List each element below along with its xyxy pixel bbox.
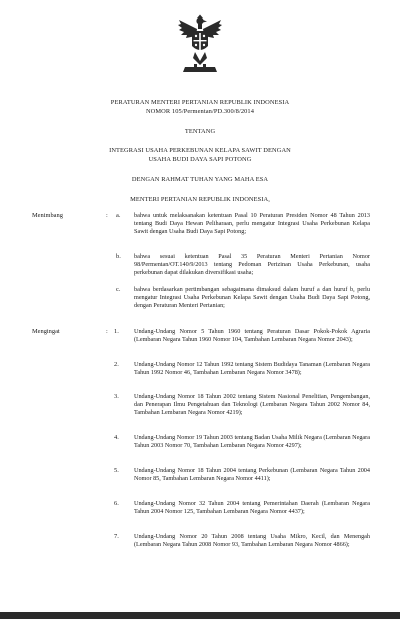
minister-line: MENTERI PERTANIAN REPUBLIK INDONESIA, xyxy=(130,196,270,203)
mengingat-item-5: Undang-Undang Nomor 18 Tahun 2004 tentang Perkebunan (Lembaran Negara Tahun 2004 Nomor 85, Tambahan Lembaran Negara Nomor 4411); xyxy=(134,467,370,483)
viewer-bottom-bar xyxy=(0,612,400,619)
subject-line-2: USAHA BUDI DAYA SAPI POTONG xyxy=(148,156,252,163)
menimbang-marker-b: b. xyxy=(116,253,121,260)
mengingat-item-2: Undang-Undang Nomor 12 Tahun 1992 tentang Sistem Budidaya Tanaman (Lembaran Negara Tahun 1992 Nomor 46, Tambahan Lembaran Negara Nomor 3478); xyxy=(134,361,370,377)
mengingat-marker-1: 1. xyxy=(114,328,119,335)
menimbang-marker-a: a. xyxy=(116,212,121,219)
mengingat-marker-3: 3. xyxy=(114,393,119,400)
mengingat-marker-4: 4. xyxy=(114,434,119,441)
menimbang-colon: : xyxy=(106,212,108,219)
menimbang-item-a: bahwa untuk melaksanakan ketentuan Pasal 10 Peraturan Presiden Nomor 48 Tahun 2013 tentang Budi Daya Hewan Peliharaan, perlu mengatur Integrasi Usaha Perkebunan Kelapa Sawit dengan Usaha Budi Daya Sapi Potong; xyxy=(134,212,370,236)
mengingat-item-1: Undang-Undang Nomor 5 Tahun 1960 tentang Peraturan Dasar Pokok-Pokok Agraria (Lembaran Negara Tahun 1960 Nomor 104, Tambahan Lembaran Negara Nomor 2043); xyxy=(134,328,370,344)
grace-line: DENGAN RAHMAT TUHAN YANG MAHA ESA xyxy=(131,176,269,183)
mengingat-marker-5: 5. xyxy=(114,467,119,474)
mengingat-colon: : xyxy=(106,328,108,335)
regulation-number: NOMOR 105/Permentan/PD.300/8/2014 xyxy=(145,108,255,115)
mengingat-item-4: Undang-Undang Nomor 19 Tahun 2003 tentang Badan Usaha Milik Negara (Lembaran Negara Tahun 2003 Nomor 70, Tambahan Lembaran Negara Nomor 4297); xyxy=(134,434,370,450)
regulation-title: PERATURAN MENTERI PERTANIAN REPUBLIK INDONESIA xyxy=(110,99,290,106)
mengingat-item-7: Undang-Undang Nomor 20 Tahun 2008 tentang Usaha Mikro, Kecil, dan Menengah (Lembaran Negara Tahun 2008 Nomor 93, Tambahan Lembaran Negara Nomor 4866); xyxy=(134,533,370,549)
about-label: TENTANG xyxy=(184,128,216,135)
garuda-emblem-icon xyxy=(177,14,223,74)
menimbang-label: Menimbang xyxy=(32,212,63,219)
mengingat-marker-7: 7. xyxy=(114,533,119,540)
mengingat-item-3: Undang-Undang Nomor 18 Tahun 2002 tentang Sistem Nasional Penelitian, Pengembangan, dan Penerapan Ilmu Pengetahuan dan Teknologi (Lembaran Negara Tahun 2002 Nomor 84, Tambahan Lembaran Negara Nomor 4219); xyxy=(134,393,370,417)
mengingat-label: Mengingat xyxy=(32,328,60,335)
mengingat-marker-2: 2. xyxy=(114,361,119,368)
subject-line-1: INTEGRASI USAHA PERKEBUNAN KELAPA SAWIT DENGAN xyxy=(109,147,291,154)
mengingat-marker-6: 6. xyxy=(114,500,119,507)
menimbang-item-b: bahwa sesuai ketentuan Pasal 35 Peraturan Menteri Pertanian Nomor 98/Permentan/OT.140/9/2013 tentang Pedoman Perizinan Usaha Perkebunan, usaha perkebunan dapat dilakukan diversifikasi usaha; xyxy=(134,253,370,277)
mengingat-item-6: Undang-Undang Nomor 32 Tahun 2004 tentang Pemerintahan Daerah (Lembaran Negara Tahun 2004 Nomor 125, Tambahan Lembaran Negara Nomor 4437); xyxy=(134,500,370,516)
menimbang-marker-c: c. xyxy=(116,286,121,293)
menimbang-item-c: bahwa berdasarkan pertimbangan sebagaimana dimaksud dalam huruf a dan huruf b, perlu mengatur Integrasi Usaha Perkebunan Kelapa Sawit dengan Usaha Budi Daya Sapi Potong, dengan Peraturan Menteri Pertanian; xyxy=(134,286,370,310)
